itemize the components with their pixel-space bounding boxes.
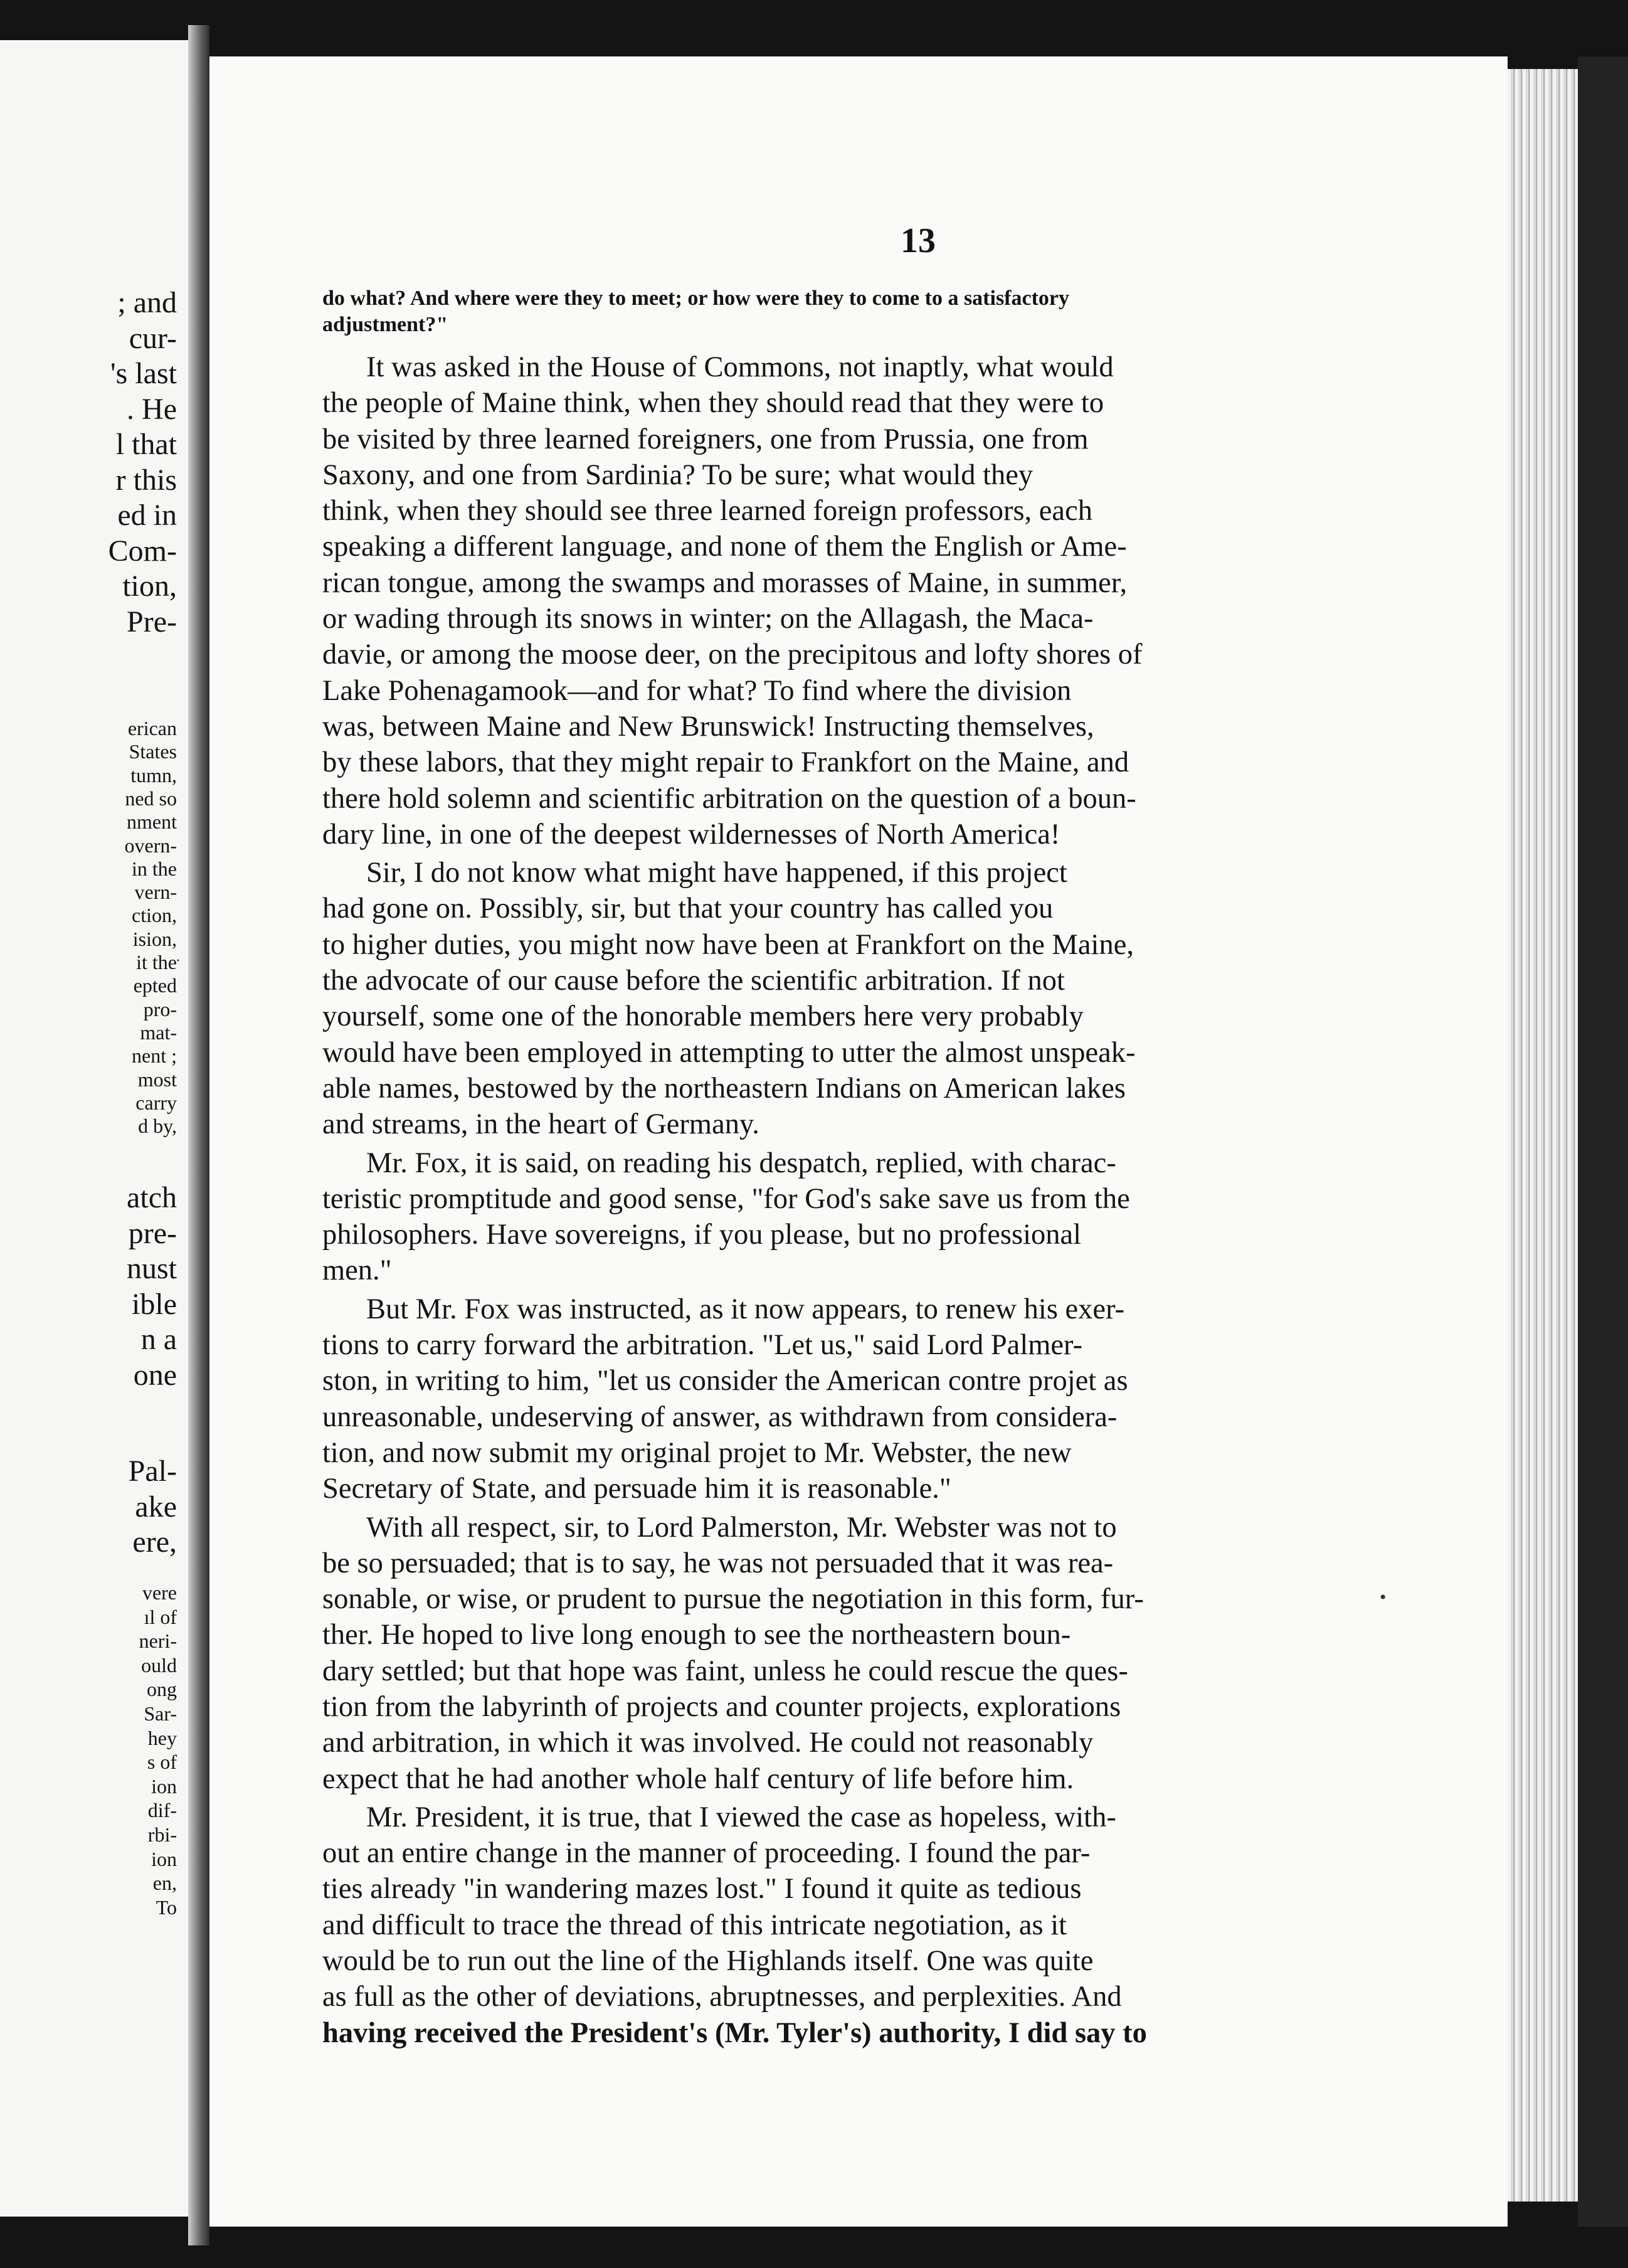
- paragraph: [322, 1799, 1508, 2051]
- fragment-line: 's last: [110, 357, 177, 390]
- stacked-page-edges: [1508, 69, 1579, 2202]
- fragment-line: rbi-: [147, 1823, 177, 1846]
- text-line: there hold solemn and scientific arbitration on the question of a boun-: [322, 782, 1136, 815]
- fragment-line: it the: [136, 951, 177, 973]
- text-line: dary line, in one of the deepest wildernesses of North America!: [322, 818, 1060, 850]
- text-line: and streams, in the heart of Germany.: [322, 1108, 759, 1141]
- paragraph-list: [322, 349, 1508, 2051]
- text-line: the advocate of our cause before the scientific arbitration. If not: [322, 965, 1065, 997]
- fragment-line: . He: [127, 392, 177, 426]
- fragment-line: ision,: [132, 927, 177, 950]
- fragment-line: ion: [151, 1774, 177, 1798]
- paragraph: [322, 855, 1508, 1142]
- text-line: rican tongue, among the swamps and morasses of Maine, in summer,: [322, 566, 1128, 599]
- fragment-line: vere: [142, 1581, 177, 1604]
- text-line: the people of Maine think, when they should read that they were to: [322, 387, 1104, 420]
- text-line: Lake Pohenagamook—and for what? To find where the division: [322, 674, 1072, 707]
- text-line: be so persuaded; that is to say, he was not persuaded that it was rea-: [322, 1547, 1114, 1579]
- fragment-line: ake: [135, 1490, 177, 1523]
- fragment-line: vern-: [134, 881, 177, 904]
- fragment-line: neri-: [139, 1629, 177, 1653]
- paragraph: [322, 1145, 1508, 1289]
- fragment-line: epted: [133, 974, 177, 997]
- text-line: by these labors, that they might repair to Frankfort on the Maine, and: [322, 746, 1129, 779]
- text-line: Saxony, and one from Sardinia? To be sure; what would they: [322, 458, 1033, 491]
- page-number: 13: [901, 221, 936, 260]
- fragment-line: ould: [141, 1653, 177, 1677]
- book-page: [209, 56, 1508, 2227]
- fragment-line: erican: [127, 717, 177, 739]
- paragraph: [322, 1291, 1508, 1507]
- fragment-line: ong: [147, 1678, 177, 1701]
- fragment-line: Com-: [108, 534, 177, 568]
- text-line: But Mr. Fox was instructed, as it now appears, to renew his exer-: [366, 1293, 1125, 1325]
- fragment-line: n a: [140, 1323, 177, 1356]
- fragment-line: ; and: [117, 286, 177, 319]
- fragment-line: nust: [126, 1252, 177, 1285]
- fragment-line: pre-: [128, 1216, 177, 1250]
- fragment-line: nent ;: [132, 1044, 177, 1068]
- fragment-line: s of: [147, 1751, 177, 1774]
- book-gutter: [188, 25, 209, 2245]
- fragment-line: ned so: [125, 787, 177, 810]
- text-line: out an entire change in the manner of proceeding. I found the par-: [322, 1837, 1091, 1870]
- text-line: or wading through its snows in winter; on the Allagash, the Maca-: [322, 603, 1094, 635]
- text-line: and arbitration, in which it was involved. He could not reasonably: [322, 1727, 1094, 1759]
- text-line: ties already "in wandering mazes lost." I found it quite as tedious: [322, 1873, 1082, 1905]
- fragment-line: dif-: [147, 1799, 177, 1822]
- fragment-line: ere,: [132, 1525, 177, 1559]
- previous-page-fragment: [0, 40, 188, 2217]
- fragment-line: Pal-: [128, 1455, 177, 1488]
- text-line: to higher duties, you might now have been at Frankfort on the Maine,: [322, 928, 1134, 961]
- fragment-line: nment: [127, 810, 177, 834]
- text-line: would be to run out the line of the Highlands itself. One was quite: [322, 1945, 1094, 1978]
- fragment-line: mat-: [140, 1020, 177, 1044]
- fragment-line: r this: [115, 463, 177, 497]
- fragment-line: most: [137, 1068, 177, 1091]
- text-line: Sir, I do not know what might have happened, if this project: [366, 857, 1067, 889]
- text-line: speaking a different language, and none of them the English or Ame-: [322, 531, 1127, 563]
- text-line: Mr. Fox, it is said, on reading his despatch, replied, with charac-: [366, 1147, 1116, 1179]
- margin-mark: ·: [176, 953, 181, 969]
- text-line: had gone on. Possibly, sir, but that your country has called you: [322, 893, 1054, 925]
- fragment-line: tion,: [122, 570, 177, 603]
- fragment-line: Sar-: [144, 1702, 177, 1725]
- text-line: ther. He hoped to live long enough to see the northeastern boun-: [322, 1619, 1071, 1651]
- fragment-line: atch: [127, 1181, 177, 1214]
- fragment-line: one: [133, 1358, 177, 1392]
- margin-mark: •: [1380, 1587, 1387, 1608]
- text-line: tion from the labyrinth of projects and counter projects, explorations: [322, 1690, 1121, 1723]
- fragment-line: cur-: [129, 321, 177, 355]
- text-line: think, when they should see three learned foreign professors, each: [322, 495, 1092, 527]
- text-line: yourself, some one of the honorable members here very probably: [322, 1000, 1084, 1033]
- fragment-line: ıl of: [144, 1605, 177, 1628]
- fragment-line: To: [156, 1895, 177, 1919]
- text-line: It was asked in the House of Commons, not inaptly, what would: [366, 351, 1114, 383]
- fragment-line: States: [129, 740, 177, 763]
- fragment-line: overn-: [124, 834, 177, 857]
- text-line: was, between Maine and New Brunswick! Instructing themselves,: [322, 710, 1094, 743]
- text-line: unreasonable, undeserving of answer, as withdrawn from considera-: [322, 1401, 1118, 1433]
- fragment-line: hey: [147, 1726, 177, 1749]
- fragment-line: ed in: [117, 499, 177, 532]
- fragment-line: in the: [132, 857, 177, 880]
- text-line: having received the President's (Mr. Tyler's) authority, I did say to: [322, 2016, 1147, 2049]
- footnote-line: adjustment?": [322, 313, 448, 336]
- text-line: men.": [322, 1254, 392, 1287]
- text-line: be visited by three learned foreigners, one from Prussia, one from: [322, 423, 1089, 455]
- text-line: Secretary of State, and persuade him it is reasonable.": [322, 1473, 951, 1505]
- text-line: philosophers. Have sovereigns, if you please, but no professional: [322, 1219, 1082, 1251]
- text-line: davie, or among the moose deer, on the precipitous and lofty shores of: [322, 639, 1143, 671]
- text-line: tion, and now submit my original projet to Mr. Webster, the new: [322, 1436, 1072, 1469]
- fragment-line: pro-: [143, 997, 177, 1020]
- text-line: able names, bestowed by the northeastern Indians on American lakes: [322, 1072, 1126, 1105]
- paragraph: [322, 349, 1508, 852]
- fragment-line: l that: [115, 428, 177, 461]
- fragment-line: tumn,: [130, 763, 177, 787]
- page-body: [322, 285, 1508, 2053]
- text-line: would have been employed in attempting to utter the almost unspeak-: [322, 1036, 1136, 1069]
- text-line: With all respect, sir, to Lord Palmerston, Mr. Webster was not to: [366, 1511, 1117, 1544]
- fragment-line: carry: [135, 1091, 177, 1114]
- fragment-line: ction,: [132, 904, 177, 927]
- scanner-edge: [1578, 56, 1628, 2227]
- text-line: tions to carry forward the arbitration. "Let us," said Lord Palmer-: [322, 1329, 1083, 1362]
- text-line: teristic promptitude and good sense, "for God's sake save us from the: [322, 1182, 1130, 1215]
- text-line: dary settled; but that hope was faint, unless he could rescue the ques-: [322, 1655, 1128, 1687]
- fragment-line: ible: [132, 1287, 177, 1321]
- text-line: as full as the other of deviations, abruptnesses, and perplexities. And: [322, 1981, 1122, 2013]
- text-line: and difficult to trace the thread of this intricate negotiation, as it: [322, 1909, 1067, 1941]
- text-line: ston, in writing to him, "let us consider the American contre projet as: [322, 1365, 1128, 1397]
- footnote-line: do what? And where were they to meet; or how were they to come to a satisfactory: [322, 287, 1069, 310]
- fragment-line: d by,: [138, 1115, 177, 1138]
- footnote-continuation: [322, 285, 1508, 338]
- text-line: expect that he had another whole half century of life before him.: [322, 1762, 1074, 1795]
- text-line: sonable, or wise, or prudent to pursue the negotiation in this form, fur-: [322, 1583, 1144, 1616]
- paragraph: [322, 1510, 1508, 1797]
- fragment-line: ion: [151, 1847, 177, 1870]
- text-line: Mr. President, it is true, that I viewed the case as hopeless, with-: [366, 1801, 1116, 1833]
- fragment-line: en,: [152, 1872, 177, 1895]
- fragment-line: Pre-: [127, 605, 177, 639]
